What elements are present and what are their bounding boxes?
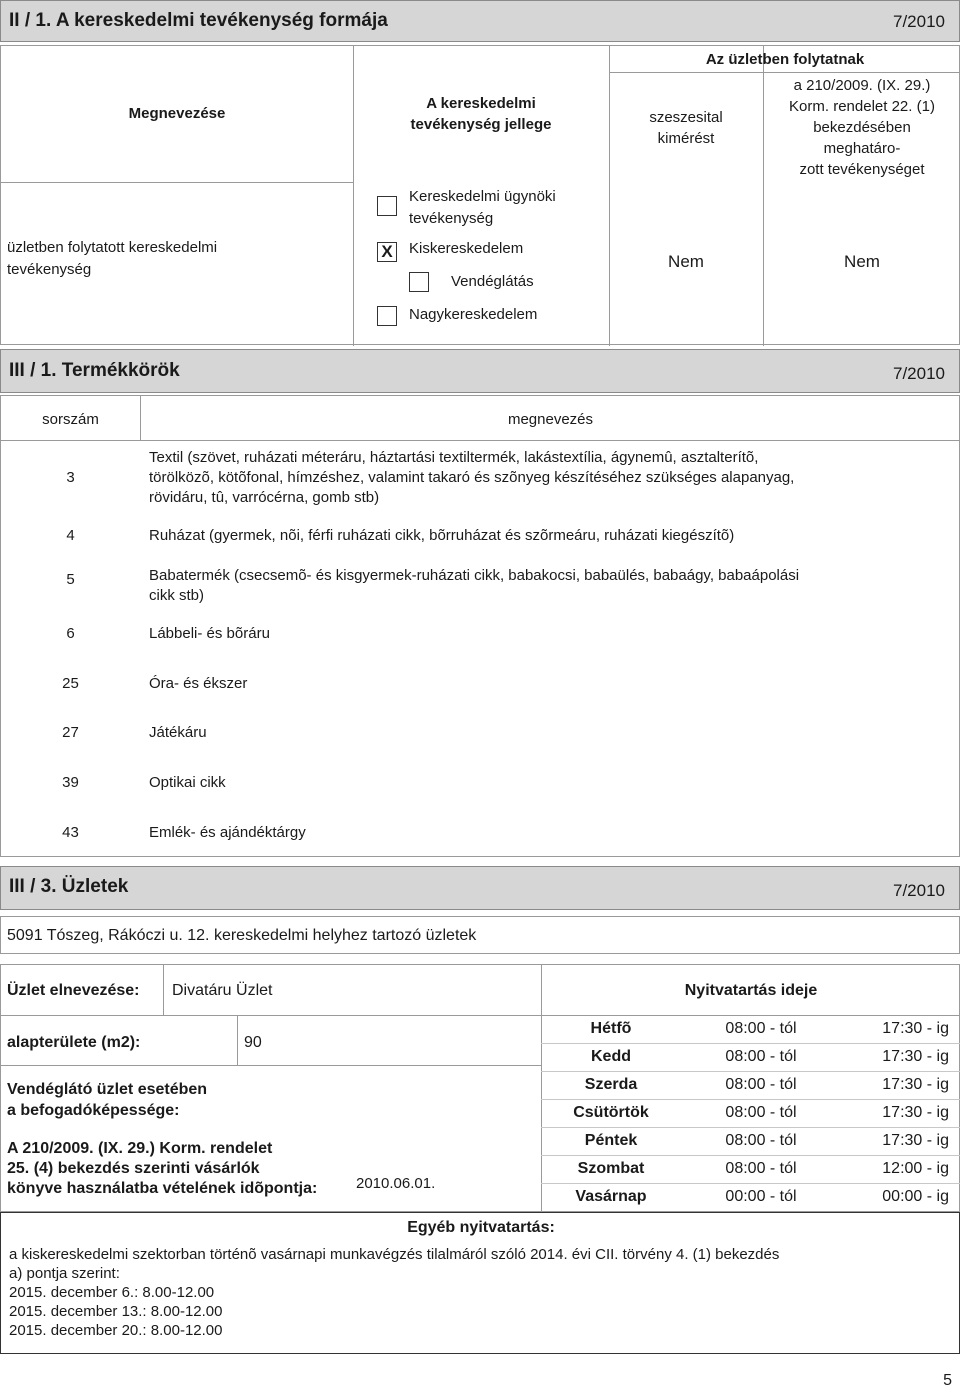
option-label-agent: Kereskedelmi ügynöki tevékenység bbox=[409, 188, 556, 227]
header-alcohol: szeszesital kimérést bbox=[649, 109, 723, 147]
open-to: 17:30 - ig bbox=[882, 1048, 949, 1065]
day-name: Szerda bbox=[584, 1076, 638, 1093]
capacity-label: Vendéglátó üzlet esetében a befogadóképessége: bbox=[7, 1081, 208, 1119]
open-from: 08:00 - tól bbox=[725, 1048, 797, 1065]
page-number: 5 bbox=[943, 1372, 952, 1389]
option-label-wholesale: Nagykereskedelem bbox=[409, 306, 538, 323]
header-in-shop: Az üzletben folytatnak bbox=[705, 51, 865, 68]
row-name: üzletben folytatott kereskedelmi tevékenység bbox=[7, 239, 218, 278]
shop-details-box bbox=[0, 964, 960, 1212]
row-text: Babatermék (csecsemõ- és kisgyermek-ruházati cikk, babakocsi, babaülés, babaágy, babaápolási cikk stb) bbox=[149, 567, 800, 604]
open-from: 08:00 - tól bbox=[725, 1076, 797, 1093]
open-to: 17:30 - ig bbox=[882, 1104, 949, 1121]
complaint-book-label: A 210/2009. (IX. 29.) Korm. rendelet 25. (4) bekezdés szerinti vásárlók könyve használatba vételének idõpontja: bbox=[7, 1140, 318, 1197]
header-name: megnevezés bbox=[507, 411, 594, 428]
alcohol-value: Nem bbox=[668, 252, 704, 271]
header-decree: a 210/2009. (IX. 29.) Korm. rendelet 22. (1) bekezdésében meghatáro- zott tevékenységet bbox=[789, 77, 935, 178]
section-code: 7/2010 bbox=[893, 12, 945, 31]
area-label: alapterülete (m2): bbox=[7, 1034, 141, 1051]
section-title: III / 3. Üzletek bbox=[9, 876, 129, 897]
open-to: 00:00 - ig bbox=[882, 1188, 949, 1205]
row-text: Játékáru bbox=[149, 724, 207, 741]
open-from: 08:00 - tól bbox=[725, 1020, 797, 1037]
day-name: Szombat bbox=[577, 1160, 645, 1177]
shop-name: Divatáru Üzlet bbox=[172, 982, 273, 999]
header-sequence: sorszám bbox=[42, 411, 99, 428]
section-header-shops bbox=[0, 866, 960, 910]
day-name: Péntek bbox=[584, 1132, 638, 1149]
other-opening-hours-text: a kiskereskedelmi szektorban történõ vasárnapi munkavégzés tilalmáról szóló 2014. évi CII. törvény 4. (1) bekezdés a) pontja szerint: 2015. december 6.: 8.00-12.00 2015. december 13.: 8.00-12.00 2015. december 20.: 8.00-12.00 bbox=[9, 1246, 780, 1339]
section-code: 7/2010 bbox=[893, 881, 945, 900]
shop-address-box bbox=[0, 916, 960, 954]
day-name: Kedd bbox=[591, 1048, 631, 1065]
day-name: Csütörtök bbox=[573, 1104, 649, 1121]
row-number: 27 bbox=[62, 724, 79, 741]
section-title: II / 1. A kereskedelmi tevékenység formája bbox=[9, 10, 388, 31]
option-label-catering: Vendéglátás bbox=[451, 273, 534, 290]
row-number: 6 bbox=[66, 625, 75, 642]
row-text: Óra- és ékszer bbox=[149, 675, 248, 692]
other-opening-hours-label: Egyéb nyitvatartás: bbox=[407, 1219, 555, 1236]
row-number: 39 bbox=[62, 774, 79, 791]
row-number: 4 bbox=[66, 527, 75, 544]
open-to: 12:00 - ig bbox=[882, 1160, 949, 1177]
checkbox-retail[interactable]: X bbox=[377, 242, 397, 262]
checkbox-catering[interactable] bbox=[409, 272, 429, 292]
open-from: 08:00 - tól bbox=[725, 1132, 797, 1149]
row-number: 43 bbox=[62, 824, 79, 841]
open-from: 00:00 - tól bbox=[725, 1188, 797, 1205]
product-groups-table bbox=[0, 395, 960, 857]
row-text: Lábbeli- és bõráru bbox=[149, 625, 270, 642]
section-header-product-groups bbox=[0, 349, 960, 393]
section-code: 7/2010 bbox=[893, 364, 945, 383]
header-nature: A kereskedelmi tevékenység jellege bbox=[410, 95, 552, 133]
row-number: 5 bbox=[66, 571, 75, 588]
row-text: Emlék- és ajándéktárgy bbox=[149, 824, 306, 841]
open-from: 08:00 - tól bbox=[725, 1160, 797, 1177]
option-label-retail: Kiskereskedelem bbox=[409, 240, 524, 257]
open-from: 08:00 - tól bbox=[725, 1104, 797, 1121]
day-name: Hétfõ bbox=[590, 1020, 632, 1037]
open-to: 17:30 - ig bbox=[882, 1132, 949, 1149]
section-header-activity-form bbox=[0, 0, 960, 42]
section-title: III / 1. Termékkörök bbox=[9, 360, 180, 381]
complaint-book-date: 2010.06.01. bbox=[356, 1175, 436, 1192]
checkbox-agent[interactable] bbox=[377, 196, 397, 216]
opening-hours-label: Nyitvatartás ideje bbox=[684, 982, 818, 999]
checkbox-wholesale[interactable] bbox=[377, 306, 397, 326]
row-text: Optikai cikk bbox=[149, 774, 226, 791]
open-to: 17:30 - ig bbox=[882, 1076, 949, 1093]
header-name: Megnevezése bbox=[128, 105, 226, 122]
activity-form-table bbox=[0, 45, 960, 345]
area-value: 90 bbox=[244, 1034, 262, 1051]
other-opening-hours-box bbox=[0, 1212, 960, 1354]
shop-name-label: Üzlet elnevezése: bbox=[7, 982, 140, 999]
row-text: Textil (szövet, ruházati méteráru, háztartási textiltermék, lakástextília, ágynemû, asztalterítõ, törölközõ, kötõfonal, hímzéshez, valamint takaró és szõnyeg készítéséhez szükséges alapanyag, rövidáru, tû, varrócérna, gomb stb) bbox=[149, 449, 795, 506]
row-number: 25 bbox=[62, 675, 79, 692]
day-name: Vasárnap bbox=[575, 1188, 647, 1205]
decree-value: Nem bbox=[844, 252, 880, 271]
shop-address: 5091 Tószeg, Rákóczi u. 12. kereskedelmi helyhez tartozó üzletek bbox=[7, 927, 477, 944]
row-number: 3 bbox=[66, 469, 75, 486]
open-to: 17:30 - ig bbox=[882, 1020, 949, 1037]
row-text: Ruházat (gyermek, nõi, férfi ruházati cikk, bõrruházat és szõrmeáru, ruházati kiegészítõ) bbox=[149, 527, 735, 544]
